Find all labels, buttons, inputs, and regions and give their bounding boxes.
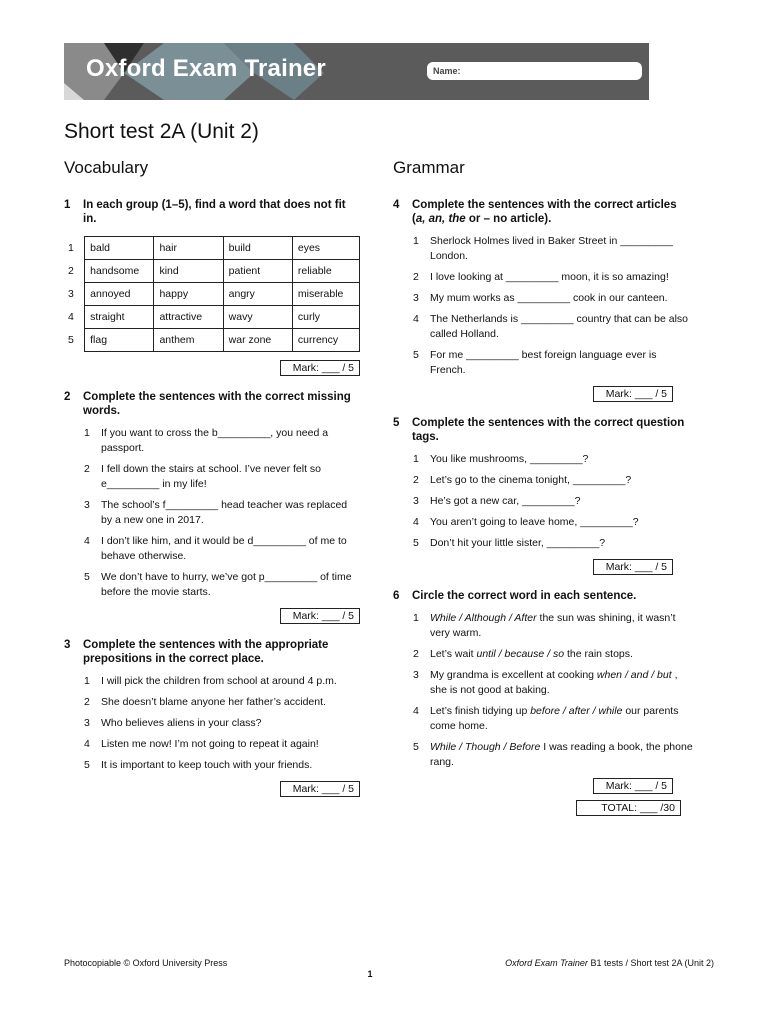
mark-box: Mark: ___ / 5 (280, 608, 360, 624)
item-text (430, 611, 693, 641)
list-item (413, 452, 693, 467)
item-number: 1 (413, 612, 419, 624)
q2-items (84, 426, 360, 600)
word-cell[interactable]: reliable (292, 260, 359, 283)
question-number: 5 (393, 417, 400, 429)
list-item (84, 737, 360, 752)
q6-items (413, 611, 693, 770)
word-group-row (64, 306, 360, 329)
item-number: 5 (84, 759, 90, 771)
item-text (430, 704, 693, 734)
grammar-heading: Grammar (393, 158, 465, 177)
q3-items (84, 674, 360, 773)
word-cell[interactable]: handsome (85, 260, 154, 283)
item-number: 5 (413, 741, 419, 753)
item-number: 1 (84, 675, 90, 687)
word-cell[interactable]: angry (223, 283, 292, 306)
item-text: Sherlock Holmes lived in Baker Street in _________ London. (430, 235, 673, 262)
list-item (84, 695, 360, 710)
item-text: Listen me now! I’m not going to repeat it again! (101, 738, 319, 750)
question-instruction: Complete the sentences with the correct missing words. (83, 391, 351, 417)
question-instruction: Complete the sentences with the appropriate prepositions in the correct place. (83, 639, 329, 665)
item-number: 5 (84, 571, 90, 583)
header-banner (64, 43, 649, 100)
question-2 (64, 390, 360, 624)
item-number: 3 (413, 669, 419, 681)
item-number: 3 (84, 717, 90, 729)
list-item (413, 515, 693, 530)
word-cell[interactable]: curly (292, 306, 359, 329)
word-cell[interactable]: currency (292, 329, 359, 352)
item-number: 4 (84, 738, 90, 750)
item-text: For me _________ best foreign language ever is French. (430, 349, 657, 376)
word-cell[interactable]: straight (85, 306, 154, 329)
item-text: Let’s go to the cinema tonight, _________? (430, 474, 632, 486)
question-number: 1 (64, 199, 71, 211)
list-item (413, 312, 693, 342)
item-text: It is important to keep touch with your friends. (101, 759, 313, 771)
list-item (413, 536, 693, 551)
item-number: 1 (413, 453, 419, 465)
item-text-rest: the rain stops. (564, 648, 633, 660)
instruction-part: Complete the sentences with the correct articles ( (412, 199, 677, 225)
list-item (413, 270, 693, 285)
item-text-rest: I was reading a book, the phone rang. (430, 741, 693, 768)
item-text-pre: Let’s finish tidying up (430, 705, 531, 717)
item-text: I fell down the stairs at school. I’ve never felt so e_________ in my life! (101, 463, 322, 490)
item-text: He’s got a new car, _________? (430, 495, 581, 507)
list-item (84, 426, 360, 456)
page-number: 1 (367, 969, 373, 979)
item-text: We don’t have to hurry, we’ve got p_________ of time before the movie starts. (101, 571, 352, 598)
question-4 (393, 198, 693, 402)
item-text-rest: , she is not good at baking. (430, 669, 678, 696)
item-text: Who believes aliens in your class? (101, 717, 262, 729)
group-number: 5 (68, 334, 74, 346)
question-instruction (412, 198, 693, 226)
total-box: TOTAL: ___ /30 (576, 800, 681, 816)
list-item (413, 348, 693, 378)
item-number: 3 (84, 499, 90, 511)
list-item (413, 647, 693, 662)
item-number: 5 (413, 537, 419, 549)
item-number: 3 (413, 495, 419, 507)
word-cell[interactable]: annoyed (85, 283, 154, 306)
mark-box: Mark: ___ / 5 (280, 781, 360, 797)
q4-items (413, 234, 693, 378)
word-cell[interactable]: bald (85, 237, 154, 260)
word-cell[interactable]: kind (154, 260, 223, 283)
name-field[interactable]: Name: (427, 62, 642, 80)
question-6 (393, 589, 693, 816)
mark-box: Mark: ___ / 5 (280, 360, 360, 376)
list-item (413, 234, 693, 264)
list-item (84, 498, 360, 528)
word-cell[interactable]: wavy (223, 306, 292, 329)
item-text-pre: My grandma is excellent at cooking (430, 669, 597, 681)
item-text (430, 668, 693, 698)
question-instruction: Complete the sentences with the correct question tags. (412, 417, 685, 443)
item-text-rest: the sun was shining, it wasn’t very warm. (430, 612, 676, 639)
mark-box: Mark: ___ / 5 (593, 778, 673, 794)
list-item (84, 462, 360, 492)
footer-title: Oxford Exam Trainer (505, 958, 588, 968)
list-item (413, 668, 693, 698)
word-cell[interactable]: flag (85, 329, 154, 352)
question-number: 3 (64, 639, 71, 651)
item-text: I will pick the children from school at around 4 p.m. (101, 675, 337, 687)
list-item (413, 611, 693, 641)
item-text: Don’t hit your little sister, _________? (430, 537, 606, 549)
list-item (84, 716, 360, 731)
item-text-rest: our parents come home. (430, 705, 679, 732)
word-cell[interactable]: hair (154, 237, 223, 260)
instruction-part: or – no article). (465, 213, 552, 225)
list-item (84, 674, 360, 689)
item-number: 5 (413, 349, 419, 361)
word-cell[interactable]: build (223, 237, 292, 260)
group-number: 2 (68, 265, 74, 277)
word-options[interactable]: While / Though / Before (430, 741, 541, 753)
word-group-row (64, 283, 360, 306)
question-number: 2 (64, 391, 71, 403)
list-item (413, 291, 693, 306)
item-text: The school’s f_________ head teacher was replaced by a new one in 2017. (101, 499, 348, 526)
word-cell[interactable]: eyes (292, 237, 359, 260)
page-title: Short test 2A (Unit 2) (64, 120, 259, 143)
item-number: 1 (413, 235, 419, 247)
item-number: 2 (413, 474, 419, 486)
footer-info: B1 tests / Short test 2A (Unit 2) (587, 958, 714, 968)
list-item (84, 534, 360, 564)
word-group-row (64, 260, 360, 283)
brand-title: Oxford Exam Trainer (86, 55, 326, 82)
word-groups-table (64, 236, 360, 352)
question-1 (64, 198, 360, 376)
item-text: You aren’t going to leave home, _________? (430, 516, 639, 528)
word-cell[interactable]: miserable (292, 283, 359, 306)
item-number: 3 (413, 292, 419, 304)
grammar-column (393, 158, 693, 830)
item-number: 4 (413, 516, 419, 528)
item-number: 1 (84, 427, 90, 439)
item-number: 2 (413, 271, 419, 283)
word-options[interactable]: before / after / while (530, 705, 623, 717)
group-number: 4 (68, 311, 74, 323)
list-item (413, 704, 693, 734)
word-options[interactable]: when / and / but (596, 669, 672, 681)
item-text: My mum works as _________ cook in our canteen. (430, 292, 668, 304)
item-number: 2 (84, 463, 90, 475)
item-number: 2 (413, 648, 419, 660)
question-number: 4 (393, 199, 400, 211)
list-item (84, 758, 360, 773)
item-text: The Netherlands is _________ country that can be also called Holland. (430, 313, 689, 340)
item-text: You like mushrooms, _________? (430, 453, 589, 465)
mark-box: Mark: ___ / 5 (593, 386, 673, 402)
question-instruction: Circle the correct word in each sentence. (412, 590, 637, 602)
q5-items (413, 452, 693, 551)
item-text: I love looking at _________ moon, it is so amazing! (430, 271, 669, 283)
footer-source (505, 958, 714, 968)
list-item (413, 494, 693, 509)
item-number: 2 (84, 696, 90, 708)
word-options[interactable]: While / Although / After (430, 612, 537, 624)
item-number: 4 (84, 535, 90, 547)
word-options[interactable]: until / because / so (476, 648, 565, 660)
item-text: If you want to cross the b_________, you need a passport. (101, 427, 329, 454)
item-number: 4 (413, 705, 419, 717)
item-text (430, 647, 633, 662)
group-number: 1 (68, 242, 74, 254)
word-cell[interactable]: war zone (223, 329, 292, 352)
group-number: 3 (68, 288, 74, 300)
word-cell[interactable]: patient (223, 260, 292, 283)
word-group-row (64, 237, 360, 260)
item-text-pre: Let’s wait (430, 648, 477, 660)
mark-box: Mark: ___ / 5 (593, 559, 673, 575)
question-3 (64, 638, 360, 797)
word-cell[interactable]: anthem (154, 329, 223, 352)
item-number: 4 (413, 313, 419, 325)
word-cell[interactable]: happy (154, 283, 223, 306)
question-number: 6 (393, 590, 400, 602)
item-text: I don’t like him, and it would be d_________ of me to behave otherwise. (101, 535, 347, 562)
list-item (413, 473, 693, 488)
question-instruction: In each group (1–5), find a word that does not fit in. (83, 199, 346, 225)
word-group-row (64, 329, 360, 352)
item-text (430, 740, 693, 770)
word-cell[interactable]: attractive (154, 306, 223, 329)
vocabulary-heading: Vocabulary (64, 158, 149, 177)
question-5 (393, 416, 693, 575)
vocabulary-column (64, 158, 360, 811)
item-text: She doesn’t blame anyone her father’s accident. (101, 696, 326, 708)
list-item (84, 570, 360, 600)
instruction-articles: a, an, the (415, 213, 466, 225)
list-item (413, 740, 693, 770)
footer-copyright: Photocopiable © Oxford University Press (64, 958, 228, 968)
